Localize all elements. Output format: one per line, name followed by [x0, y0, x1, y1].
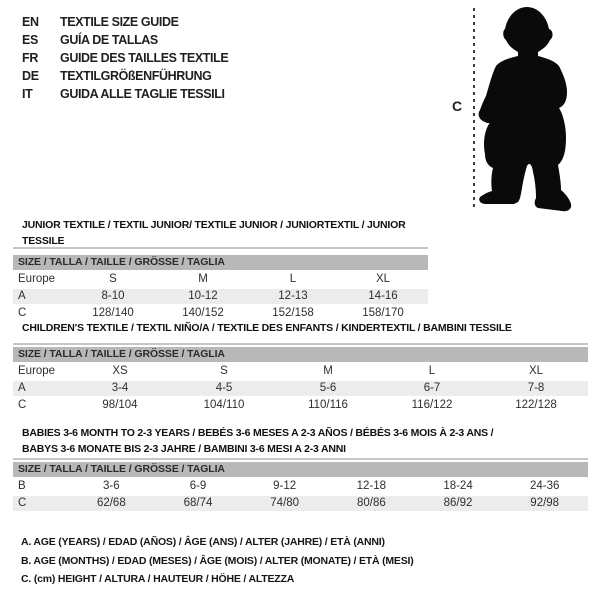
- language-code: FR: [22, 51, 39, 65]
- language-row: [22, 31, 228, 49]
- table-cell: M: [323, 365, 333, 377]
- table-cell: 3-4: [111, 382, 129, 394]
- table-cell: 152/158: [272, 307, 314, 319]
- size-table-header-bar: SIZE / TALLA / TAILLE / GRÖSSE / TAGLIA: [13, 462, 588, 477]
- row-label: A: [18, 382, 26, 394]
- language-code: IT: [22, 87, 33, 101]
- language-row: [22, 85, 228, 103]
- table-cell: 6-7: [423, 382, 441, 394]
- table-cell: 18-24: [443, 480, 473, 492]
- table-cell: 12-13: [278, 290, 308, 302]
- language-row: [22, 13, 228, 31]
- table-cell: 110/116: [308, 399, 348, 411]
- size-table-header-bar: SIZE / TALLA / TAILLE / GRÖSSE / TAGLIA: [13, 347, 588, 362]
- section-heading-line: JUNIOR TEXTILE / TEXTIL JUNIOR/ TEXTILE JUNIOR / JUNIORTEXTIL / JUNIOR TESSILE: [22, 219, 406, 247]
- size-table-header-bar: SIZE / TALLA / TAILLE / GRÖSSE / TAGLIA: [13, 255, 428, 270]
- guide-title: GUÍA DE TALLAS: [60, 33, 158, 47]
- row-label: Europe: [18, 273, 56, 285]
- guide-title: GUIDE DES TAILLES TEXTILE: [60, 51, 229, 65]
- section-heading-line: BABIES 3-6 MONTH TO 2-3 YEARS / BEBÉS 3-6 MESES A 2-3 AÑOS / BÉBÉS 3-6 MOIS À 2-3 ANS /: [22, 427, 494, 439]
- section-heading: [22, 217, 428, 249]
- table-cell: 24-36: [529, 480, 560, 492]
- table-row-b: [13, 479, 588, 494]
- table-cell: XS: [112, 365, 128, 377]
- height-measure-label: C: [452, 98, 463, 114]
- table-cell: 128/140: [92, 307, 134, 319]
- legend-note: C. (cm) HEIGHT / ALTURA / HAUTEUR / HÖHE / ALTEZZA: [21, 573, 295, 585]
- table-cell: 3-6: [103, 480, 120, 492]
- row-label: A: [18, 290, 26, 302]
- table-cell: XL: [375, 273, 391, 285]
- table-cell: 92/98: [530, 497, 560, 509]
- section-junior: [13, 217, 428, 321]
- language-row: [22, 49, 228, 67]
- table-cell: 98/104: [102, 399, 138, 411]
- size-table: [13, 458, 588, 511]
- table-row-europe: [13, 364, 588, 379]
- table-cell: 8-10: [101, 290, 125, 302]
- table-cell: 140/152: [182, 307, 224, 319]
- table-cell: 116/122: [411, 399, 453, 411]
- table-row-a: [13, 289, 428, 304]
- table-cell: 5-6: [319, 382, 337, 394]
- size-table: [13, 247, 428, 321]
- guide-title: TEXTILE SIZE GUIDE: [60, 15, 179, 29]
- table-row-c: [13, 496, 588, 511]
- baby-silhouette-icon: [474, 4, 580, 216]
- table-cell: 86/92: [443, 497, 473, 509]
- row-label: C: [18, 399, 27, 411]
- language-row: [22, 67, 228, 85]
- legend-notes: [21, 533, 414, 589]
- guide-title: TEXTILGRÖßENFÜHRUNG: [60, 69, 212, 83]
- table-cell: 68/74: [183, 497, 213, 509]
- row-label: C: [18, 497, 27, 509]
- guide-title: GUIDA ALLE TAGLIE TESSILI: [60, 87, 225, 101]
- table-cell: 74/80: [270, 497, 300, 509]
- language-code: EN: [22, 15, 39, 29]
- table-cell: M: [198, 273, 208, 285]
- table-cell: 158/170: [362, 307, 404, 319]
- table-cell: 6-9: [189, 480, 207, 492]
- legend-note: B. AGE (MONTHS) / EDAD (MESES) / ÂGE (MOIS) / ALTER (MONATE) / ETÀ (MESI): [21, 554, 414, 567]
- baby-figure: [440, 0, 600, 225]
- table-row-europe: [13, 272, 428, 287]
- table-cell: 62/68: [96, 497, 126, 509]
- language-code: DE: [22, 69, 39, 83]
- language-code: ES: [22, 33, 39, 47]
- section-heading: [22, 425, 588, 457]
- section-babies: [13, 425, 588, 511]
- row-label: B: [18, 480, 26, 492]
- section-children: [13, 320, 588, 413]
- section-heading-line: CHILDREN'S TEXTILE / TEXTIL NIÑO/A / TEXTILE DES ENFANTS / KINDERTEXTIL / BAMBINI TESSILE: [22, 322, 512, 334]
- table-cell: 12-18: [356, 480, 387, 492]
- table-cell: 7-8: [527, 382, 545, 394]
- table-cell: 10-12: [188, 290, 218, 302]
- size-table: [13, 343, 588, 413]
- table-cell: XL: [528, 365, 544, 377]
- table-cell: S: [220, 365, 228, 377]
- table-row-c: [13, 398, 588, 413]
- section-heading: [22, 320, 588, 336]
- table-cell: 9-12: [273, 480, 297, 492]
- table-cell: 4-5: [215, 382, 233, 394]
- table-cell: S: [109, 273, 117, 285]
- table-cell: L: [289, 273, 297, 285]
- row-label: C: [18, 307, 27, 319]
- table-cell: 14-16: [368, 290, 398, 302]
- legend-note: A. AGE (YEARS) / EDAD (AÑOS) / ÂGE (ANS) / ALTER (JAHRE) / ETÀ (ANNI): [21, 536, 385, 548]
- row-label: Europe: [18, 365, 56, 377]
- section-heading-line: BABYS 3-6 MONATE BIS 2-3 JAHRE / BAMBINI 3-6 MESI A 2-3 ANNI: [22, 443, 346, 455]
- table-cell: 80/86: [356, 497, 386, 509]
- table-row-c: [13, 306, 428, 321]
- table-cell: 104/110: [203, 399, 245, 411]
- table-cell: 122/128: [515, 399, 557, 411]
- language-title-list: [22, 13, 228, 103]
- table-cell: L: [428, 365, 436, 377]
- table-row-a: [13, 381, 588, 396]
